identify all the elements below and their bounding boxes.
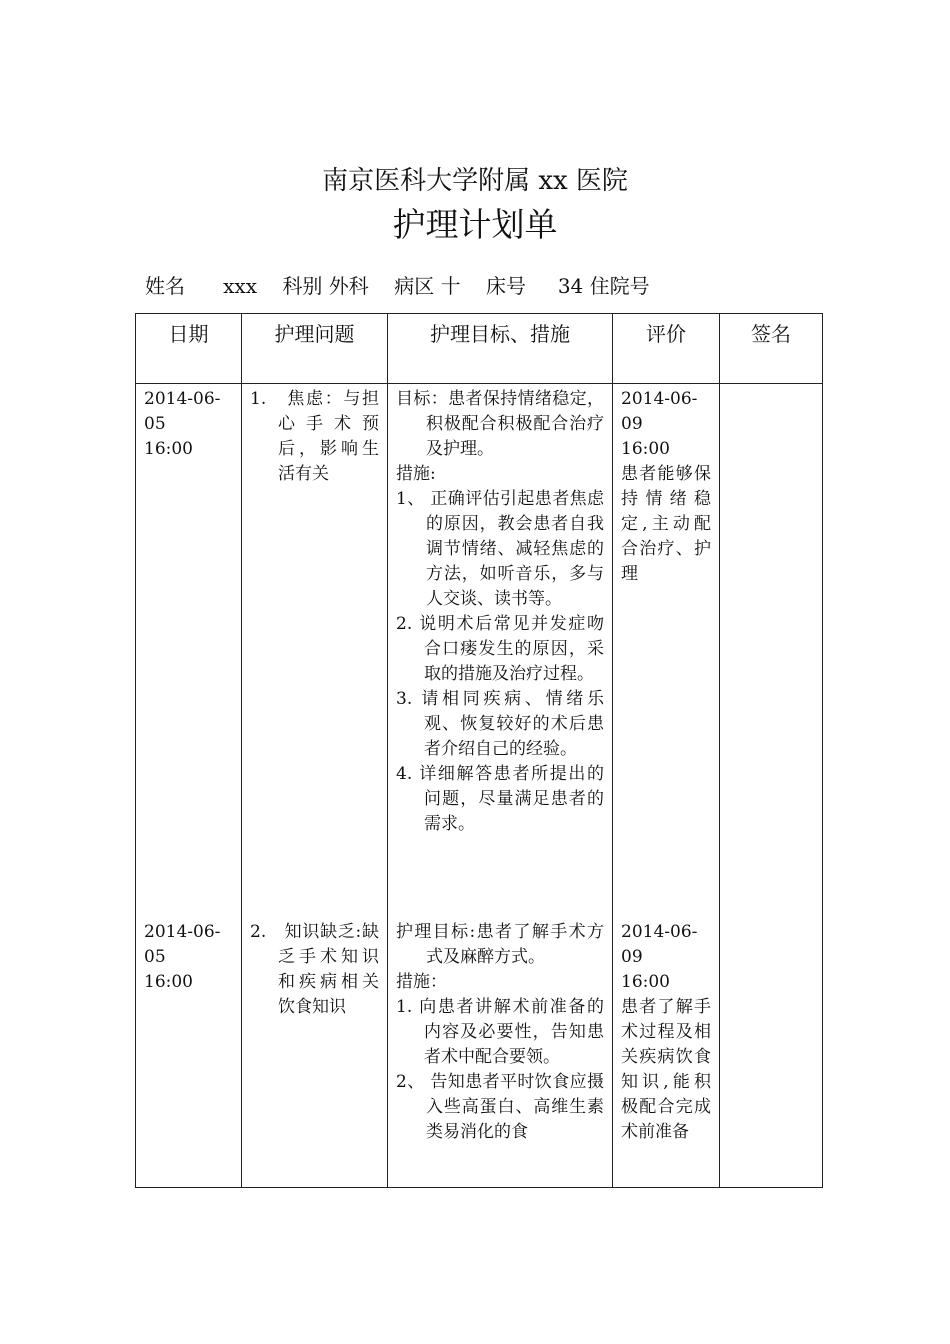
name-label: 姓名 bbox=[145, 274, 185, 298]
problem-number: 1. bbox=[250, 389, 267, 409]
measure-item: 4. 详细解答患者所提出的问题，尽量满足患者的需求。 bbox=[396, 764, 604, 834]
measures-cell bbox=[388, 920, 613, 1188]
eval-date: 2014-06-09 bbox=[621, 922, 698, 967]
eval-time: 16:00 bbox=[621, 972, 670, 992]
table-header-row bbox=[136, 314, 823, 384]
date-cell bbox=[136, 920, 242, 1188]
admission-label: 住院号 bbox=[589, 274, 650, 298]
header-date: 日期 bbox=[136, 314, 242, 384]
time: 16:00 bbox=[144, 439, 193, 459]
problem-text: 焦虑：与担心手术预后，影响生活有关 bbox=[278, 389, 380, 484]
table-row bbox=[136, 384, 823, 921]
hospital-name: 南京医科大学附属 xx 医院 bbox=[322, 166, 628, 196]
evaluation-cell bbox=[613, 920, 720, 1188]
nursing-plan-table bbox=[135, 313, 823, 1188]
problem-cell bbox=[242, 384, 388, 921]
problem-text: 知识缺乏:缺乏手术知识和疾病相关饮食知识 bbox=[278, 922, 380, 1017]
bed-value: 34 bbox=[557, 274, 584, 298]
signature-cell bbox=[720, 920, 823, 1188]
dept-label: 科别 bbox=[282, 274, 323, 298]
signature-cell bbox=[720, 384, 823, 921]
measures-cell bbox=[388, 384, 613, 921]
bed-label: 床号 bbox=[486, 274, 527, 298]
measure-item: 1、 正确评估引起患者焦虑的原因，教会患者自我调节情绪、减轻焦虑的方法，如听音乐，多与人交谈、读书等。 bbox=[396, 489, 604, 609]
date-cell bbox=[136, 384, 242, 921]
goal-text: 目标：患者保持情绪稳定，积极配合积极配合治疗及护理。 bbox=[396, 389, 604, 459]
measures-label: 措施： bbox=[396, 972, 447, 992]
problem-cell bbox=[242, 920, 388, 1188]
goal-text: 护理目标:患者了解手术方式及麻醉方式。 bbox=[396, 922, 604, 967]
header-problem: 护理问题 bbox=[242, 314, 388, 384]
header-signature: 签名 bbox=[720, 314, 823, 384]
evaluation-text: 患者了解手术过程及相关疾病饮食知识,能积极配合完成术前准备 bbox=[621, 997, 711, 1142]
measure-item: 1. 向患者讲解术前准备的内容及必要性，告知患者术中配合要领。 bbox=[396, 997, 604, 1067]
table-row bbox=[136, 920, 823, 1188]
patient-info-line bbox=[145, 272, 650, 300]
ward-value: 十 bbox=[440, 274, 461, 298]
measure-item: 3. 请相同疾病、情绪乐观、恢复较好的术后患者介绍自己的经验。 bbox=[396, 689, 604, 759]
evaluation-cell bbox=[613, 384, 720, 921]
measure-item: 2. 说明术后常见并发症吻合口瘘发生的原因，采取的措施及治疗过程。 bbox=[396, 614, 604, 684]
dept-value: 外科 bbox=[328, 274, 369, 298]
header-goal-measures: 护理目标、措施 bbox=[388, 314, 613, 384]
time: 16:00 bbox=[144, 972, 193, 992]
evaluation-text: 患者能够保持情绪稳定,主动配合治疗、护理 bbox=[621, 464, 711, 584]
date: 2014-06-05 bbox=[144, 922, 221, 967]
measures-label: 措施: bbox=[396, 464, 436, 484]
name-value: xxx bbox=[223, 274, 257, 298]
ward-label: 病区 bbox=[394, 274, 435, 298]
date: 2014-06-05 bbox=[144, 389, 221, 434]
page-title: 护理计划单 bbox=[392, 205, 558, 244]
header-evaluation: 评价 bbox=[613, 314, 720, 384]
measure-item: 2、 告知患者平时饮食应摄入些高蛋白、高维生素类易消化的食 bbox=[396, 1072, 604, 1142]
eval-date: 2014-06-09 bbox=[621, 389, 698, 434]
problem-number: 2. bbox=[250, 922, 267, 942]
eval-time: 16:00 bbox=[621, 439, 670, 459]
